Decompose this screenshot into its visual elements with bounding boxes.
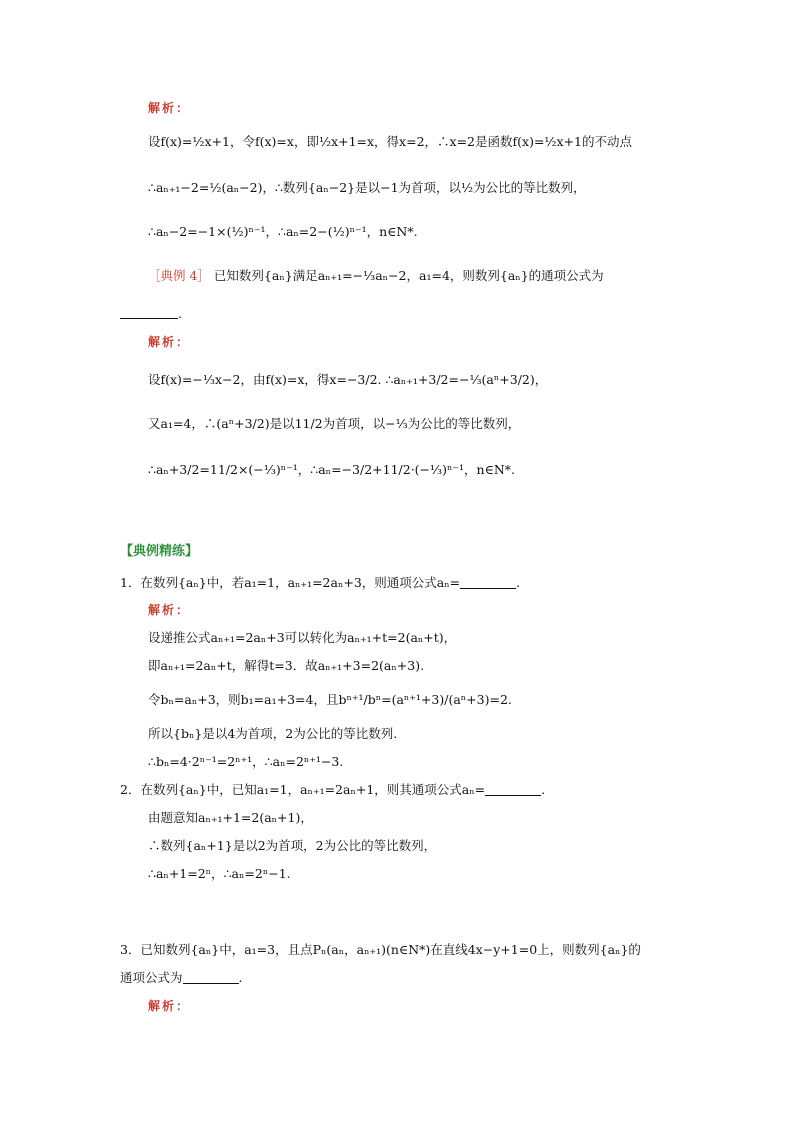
example-tag: ［典例 4］ xyxy=(148,268,210,283)
solution-heading: 解析： xyxy=(148,603,191,617)
solution-heading: 解析： xyxy=(148,335,191,349)
question-1 xyxy=(120,573,520,593)
question-text: 在数列{aₙ}中，已知a₁=1，aₙ₊₁=2aₙ+1，则其通项公式aₙ= xyxy=(140,782,486,797)
solution-line: 令bₙ=aₙ+3，则b₁=a₁+3=4，且bⁿ⁺¹/bⁿ=(aⁿ⁺¹+3)/(aⁿ+3)=2. xyxy=(148,692,512,707)
practice-title: 【典例精练】 xyxy=(120,544,199,559)
example-text: 已知数列{aₙ}满足aₙ₊₁=−⅓aₙ−2，a₁=4，则数列{aₙ}的通项公式为 xyxy=(213,268,604,283)
period: . xyxy=(541,782,546,797)
solution-line: 由题意知aₙ₊₁+1=2(aₙ+1)， xyxy=(148,810,313,825)
question-number: 3． xyxy=(120,942,141,957)
example-4 xyxy=(148,266,604,286)
solution-line: 设f(x)=−⅓x−2，由f(x)=x，得x=−3/2. ∴aₙ₊₁+3/2=−⅓(aⁿ+3/2)， xyxy=(148,372,548,387)
question-2 xyxy=(120,780,545,800)
question-3 xyxy=(120,940,641,960)
question-text: 已知数列{aₙ}中，a₁=3，且点Pₙ(aₙ，aₙ₊₁)(n∈N*)在直线4x−y+1=0上，则数列{aₙ}的 xyxy=(140,942,641,957)
solution-line: ∴aₙ₊₁−2=½(aₙ−2)，∴数列{aₙ−2}是以−1为首项，以½为公比的等比数列， xyxy=(148,180,586,195)
solution-line: ∴bₙ=4·2ⁿ⁻¹=2ⁿ⁺¹，∴aₙ=2ⁿ⁺¹−3. xyxy=(148,754,344,769)
period: . xyxy=(238,970,243,985)
solution-line: 设f(x)=½x+1，令f(x)=x，即½x+1=x，得x=2，∴x=2是函数f(x)=½x+1的不动点 xyxy=(148,134,633,149)
answer-blank[interactable] xyxy=(183,969,239,984)
question-number: 1． xyxy=(120,575,141,590)
period: . xyxy=(516,575,521,590)
answer-blank[interactable] xyxy=(120,318,178,319)
solution-line: ∴aₙ+3/2=11/2×(−⅓)ⁿ⁻¹，∴aₙ=−3/2+11/2·(−⅓)ⁿ⁻¹，n∈N*. xyxy=(148,462,515,477)
solution-line: ∴aₙ+1=2ⁿ，∴aₙ=2ⁿ−1. xyxy=(148,866,291,881)
solution-heading: 解析： xyxy=(148,101,191,115)
answer-blank[interactable] xyxy=(460,574,516,589)
period: . xyxy=(178,306,182,321)
solution-line: 即aₙ₊₁=2aₙ+t，解得t=3．故aₙ₊₁+3=2(aₙ+3). xyxy=(148,658,425,673)
solution-line: 又a₁=4，∴(aⁿ+3/2)是以11/2为首项，以−⅓为公比的等比数列， xyxy=(148,416,521,431)
solution-line: 所以{bₙ}是以4为首项，2为公比的等比数列. xyxy=(148,726,398,741)
solution-heading: 解析： xyxy=(148,999,191,1013)
solution-line: 设递推公式aₙ₊₁=2aₙ+3可以转化为aₙ₊₁+t=2(aₙ+t)， xyxy=(148,630,457,645)
answer-blank[interactable] xyxy=(485,781,541,796)
question-text: 在数列{aₙ}中，若a₁=1，aₙ₊₁=2aₙ+3，则通项公式aₙ= xyxy=(140,575,461,590)
solution-line: ∴数列{aₙ+1}是以2为首项，2为公比的等比数列， xyxy=(148,838,437,853)
question-number: 2． xyxy=(120,782,141,797)
question-3-cont xyxy=(120,968,243,988)
solution-line: ∴aₙ−2=−1×(½)ⁿ⁻¹，∴aₙ=2−(½)ⁿ⁻¹，n∈N*. xyxy=(148,224,418,239)
question-text: 通项公式为 xyxy=(120,970,183,985)
